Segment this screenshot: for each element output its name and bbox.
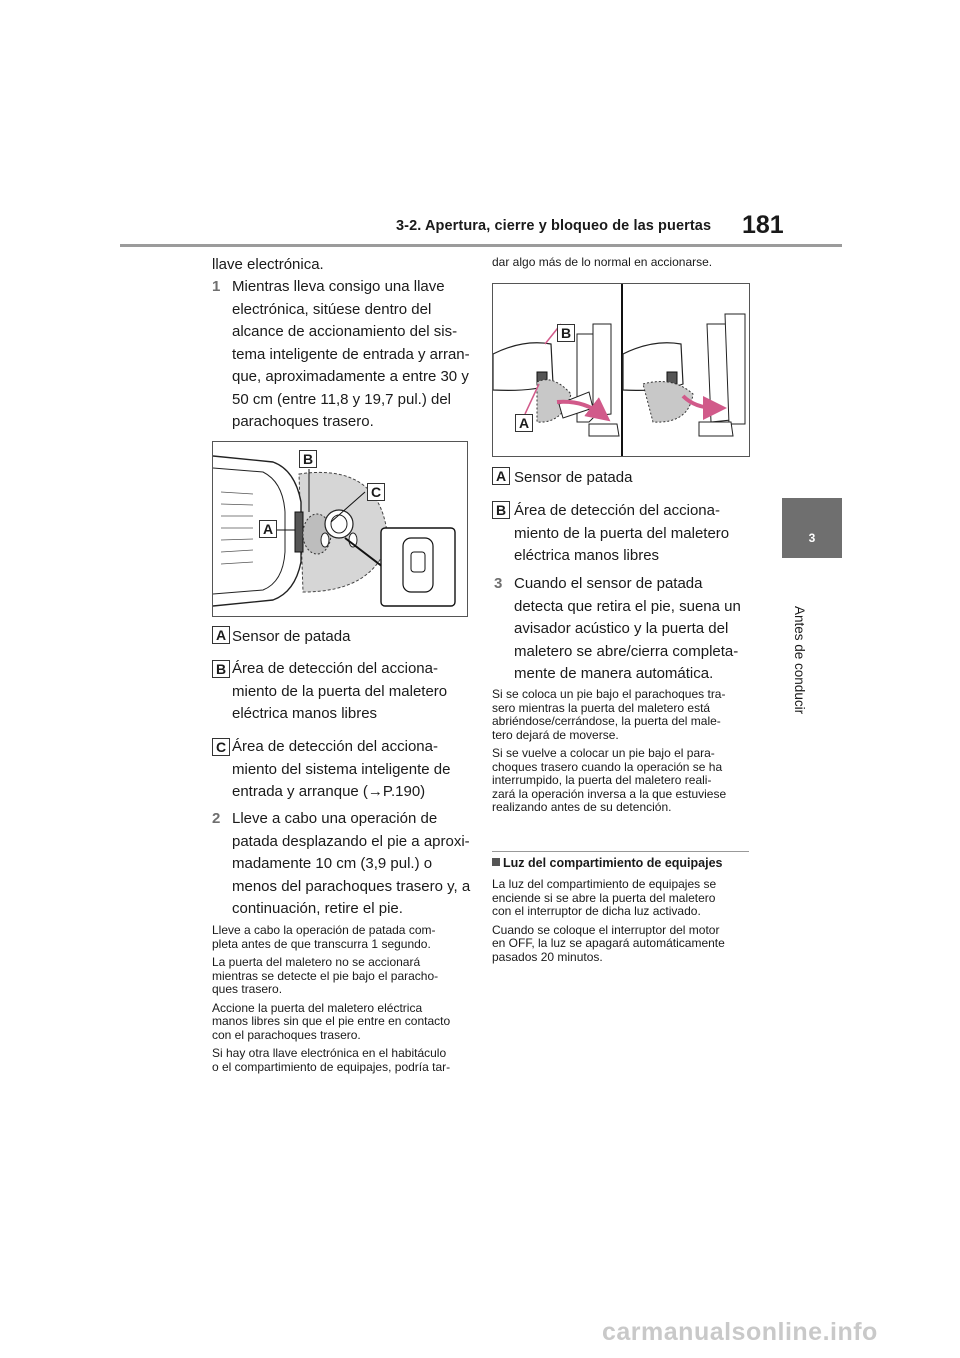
legend-text-B: Área de detección del acciona- miento de la puerta del maletero eléctrica manos libres — [514, 502, 730, 564]
header-rule — [120, 244, 842, 247]
notes-right — [492, 688, 754, 820]
legend-text-B: Área de detección del acciona- miento de la puerta del maletero eléctrica manos libres — [232, 660, 448, 722]
legend-text-A: Sensor de patada — [232, 628, 351, 645]
step-text: Mientras lleva consigo una llave electrónica, sitúese dentro del alcance de accionamiento del sis- tema inteligente de entrada y arran- que, aproximadamente a entre 30 y 50 cm (entre 11,8 y 19,7 pul.) del parachoques trasero. — [232, 278, 470, 430]
step-text: Cuando el sensor de patada detecta que retira el pie, suena un avisador acústico y la puerta del maletero se abre/cierra completa- mente de manera automática. — [514, 575, 741, 682]
section-title: 3-2. Apertura, cierre y bloqueo de las puertas — [396, 218, 712, 234]
note: Si hay otra llave electrónica en el habitáculo o el compartimiento de equipajes, podría tar- — [212, 1046, 451, 1074]
square-bullet-icon — [492, 858, 500, 866]
note: Si se coloca un pie bajo el parachoques tra- sero mientras la puerta del maletero está abriéndose/cerrándose, la puerta del male- tero dejará de moverse. — [492, 687, 726, 742]
section-title-text: Luz del compartimiento de equipajes — [503, 856, 723, 870]
step-2 — [212, 808, 472, 921]
step-1 — [212, 276, 472, 434]
section-heading — [492, 856, 722, 870]
legend-letter-C: C — [212, 738, 230, 756]
legend-letter-A: A — [212, 626, 230, 644]
legend-letter-B: B — [212, 660, 230, 678]
car-rear-illustration — [213, 442, 467, 616]
step-number: 1 — [212, 278, 221, 295]
watermark: carmanualsonline.info — [602, 1318, 878, 1346]
note: Accione la puerta del maletero eléctrica manos libres sin que el pie entre en contacto con el parachoques trasero. — [212, 1000, 451, 1042]
callout-C: C — [367, 483, 385, 501]
figure-sensor-areas — [212, 441, 468, 617]
note: Lleve a cabo la operación de patada com- pleta antes de que transcurra 1 segundo. — [212, 923, 436, 951]
callout-B: B — [299, 450, 317, 468]
step-text: Lleve a cabo una operación de patada desplazando el pie a aproxi- madamente 10 cm (3,9 pul.) o menos del parachoques trasero y, a continuación, retire el pie. — [232, 810, 471, 917]
callout-A: A — [259, 520, 277, 538]
chapter-tab — [782, 498, 842, 558]
legend-text-C: Área de detección del acciona- miento del sistema inteligente de entrada y arranque (→P.190) — [232, 738, 451, 800]
step-3 — [494, 573, 754, 686]
note: La puerta del maletero no se accionará mientras se detecte el pie bajo el paracho- ques trasero. — [212, 955, 439, 996]
step-number: 3 — [494, 575, 503, 592]
section-rule — [492, 851, 749, 852]
chapter-label: Antes de conducir — [792, 606, 807, 715]
paragraph: La luz del compartimiento de equipajes se enciende si se abre la puerta del maletero con el interruptor de dicha luz activado. — [492, 877, 717, 918]
figure-kick-motion — [492, 283, 750, 457]
paragraph: Cuando se coloque el interruptor del motor en OFF, la luz se apagará automáticamente pasados 20 minutos. — [492, 922, 725, 964]
intro-line: llave electrónica. — [212, 256, 324, 273]
legend-letter-B: B — [492, 501, 510, 519]
chapter-number: 3 — [808, 531, 816, 545]
legend-text-A: Sensor de patada — [514, 469, 633, 486]
legend-letter-A: A — [492, 467, 510, 485]
continued-line: dar algo más de lo normal en accionarse. — [492, 255, 713, 269]
page-number: 181 — [742, 211, 784, 239]
callout-B: B — [557, 324, 575, 342]
section-body — [492, 878, 754, 969]
callout-A: A — [515, 414, 533, 432]
note: Si se vuelve a colocar un pie bajo el para- choques trasero cuando la operación se ha interrumpido, la puerta del maletero reali- zará la operación inversa a la que estuviese realizando antes de su detención. — [492, 746, 727, 814]
step-number: 2 — [212, 810, 221, 827]
notes-left — [212, 924, 474, 1079]
